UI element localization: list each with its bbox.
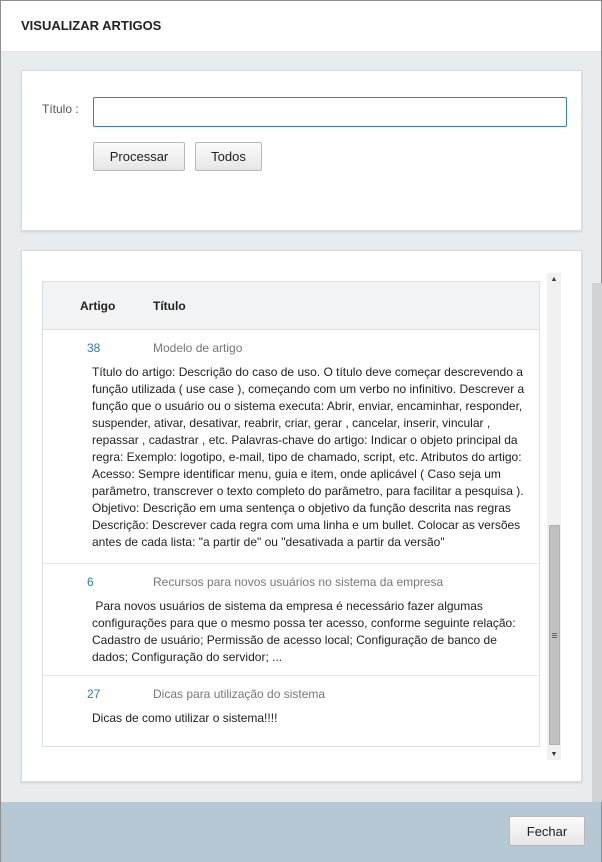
results-panel: [21, 250, 582, 782]
dialog-header: [1, 1, 601, 52]
search-panel: [21, 70, 582, 231]
table-header: [43, 282, 539, 330]
article-id[interactable]: 38: [87, 341, 101, 355]
article-title[interactable]: Modelo de artigo: [153, 341, 243, 355]
process-button[interactable]: Processar: [93, 142, 185, 171]
close-button[interactable]: Fechar: [509, 816, 585, 846]
all-button[interactable]: Todos: [195, 142, 262, 171]
dialog-footer: [1, 802, 601, 862]
table-row[interactable]: [43, 564, 539, 676]
article-description: Dicas de como utilizar o sistema!!!!: [92, 711, 278, 725]
column-header-titulo[interactable]: Título: [153, 299, 186, 313]
article-id[interactable]: 6: [87, 575, 94, 589]
article-title[interactable]: Dicas para utilização do sistema: [153, 687, 326, 701]
column-header-artigo[interactable]: Artigo: [80, 299, 116, 313]
scrollbar-thumb[interactable]: [549, 525, 560, 745]
title-label: Título :: [42, 102, 79, 116]
grip-icon: [552, 633, 557, 638]
table-row[interactable]: [43, 676, 539, 745]
page-scrollbar[interactable]: [592, 283, 602, 802]
table-row[interactable]: [43, 330, 539, 564]
article-description: Título do artigo: Descrição do caso de uso. O título deve começar descrevendo a função utilizada ( use case ), começando com um verbo no infinitivo. Descrever a função que o usuário ou o sistema executa: Abrir, enviar, encaminhar, responder, suspender, ativar, desativar, reabrir, criar, gerar , cancelar, inserir, vincular , repassar , cadastrar , etc. Palavras-chave do artigo: Indicar o objeto principal da regra: Exemplo: logotipo, e-mail, tipo de chamado, script, etc. Atributos do artigo: Acesso: Sempre identificar menu, guia e item, onde aplicável ( Caso seja um parâmetro, transcrever o texto completo do parâmetro, para facilitar a pesquisa ). Objetivo: Descrição em uma sentença o objetivo da função descrita nas regras Descrição: Descrever cada regra com uma linha e um bullet. Colocar as versões antes de cada lista: "a partir de" ou "desativada a partir da versão": [92, 365, 528, 549]
article-title[interactable]: Recursos para novos usuários no sistema da empresa: [153, 575, 444, 589]
article-id[interactable]: 27: [87, 687, 101, 701]
list-scrollbar[interactable]: [547, 273, 561, 760]
article-description: Para novos usuários de sistema da empresa é necessário fazer algumas configurações para que o mesmo possa ter acesso, conforme seguinte relação: Cadastro de usuário; Permissão de acesso local; Configuração de banco de dados; Configuração do servidor; ...: [92, 599, 519, 664]
scroll-down-arrow-icon[interactable]: ▼: [550, 750, 558, 758]
title-input[interactable]: [93, 97, 567, 127]
dialog-title: VISUALIZAR ARTIGOS: [21, 18, 162, 33]
articles-table: [42, 281, 540, 747]
scroll-up-arrow-icon[interactable]: ▲: [550, 275, 558, 283]
